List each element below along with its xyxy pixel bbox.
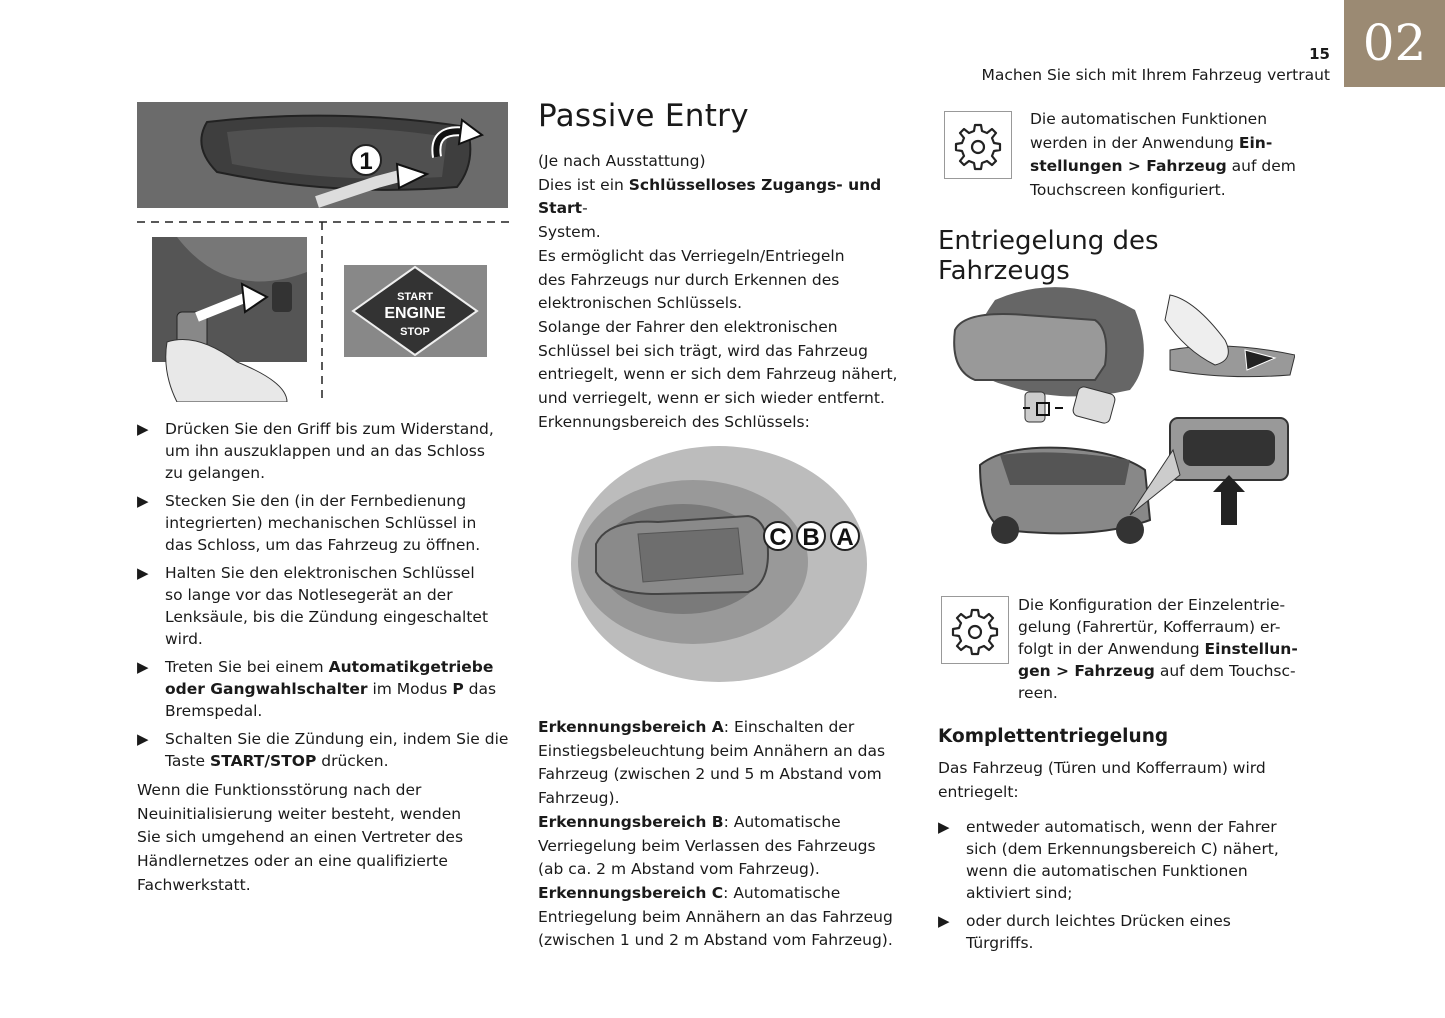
door-handle-illustration (137, 102, 509, 402)
engine-label: ENGINE (384, 305, 446, 322)
instruction-list (137, 418, 512, 778)
zone-descriptions: Erkennungsbereich A: Einschalten der Einstiegsbeleuchtung beim Annähern an das Fahrzeug (zwischen 2 und 5 m Abstand vom Fahrzeug). Erkennungsbereich B: Automatische Verriegelung beim Verlassen des Fahrzeugs (ab ca. 2 m Abstand vom Fahrzeug). Erkennungsbereich C: Automatische Entriegelung beim Annähern an das Fahrzeug (zwischen 1 und 2 m Abstand vom Fahrzeug). (538, 718, 893, 950)
start-label: START (397, 291, 433, 303)
passive-entry-description: (Je nach Ausstattung) Dies ist ein Schlüsselloses Zugangs- und Start- System. Es ermöglicht das Verriegeln/Entriegeln des Fahrzeugs nur durch Erkennen des elektronischen Schlüssels. Solange der Fahrer den elektronischen Schlüssel bei sich trägt, wird das Fahrzeug entriegelt, wenn er sich dem Fahrzeug nähert, und verriegelt, wenn er sich wieder entfernt. Erkennungsbereich des Schlüssels: (538, 152, 898, 431)
bullet-arrow-icon: ▶ (137, 420, 149, 438)
single-unlock-note: Die Konfiguration der Einzelentrie- gelung (Fahrertür, Kofferraum) er- folgt in der Anwendung Einstellun- gen > Fahrzeug auf dem Touchsc- reen. (1018, 596, 1298, 702)
bullet-arrow-icon: ▶ (938, 912, 950, 930)
list-item: ▶ Halten Sie den elektronischen Schlüssel so lange vor das Notlesegerät an der Lenksäule, bis die Zündung eingeschaltet wird. (137, 564, 489, 648)
unlock-methods-list (938, 816, 1298, 960)
section-title-unlocking: Entriegelung des Fahrzeugs (938, 226, 1159, 286)
list-item: ▶ Stecken Sie den (in der Fernbedienung integrierten) mechanischen Schlüssel in das Schloss, um das Fahrzeug zu öffnen. (137, 492, 481, 554)
list-item: ▶ Treten Sie bei einem Automatikgetriebe oder Gangwahlschalter im Modus P das Bremspedal. (137, 658, 497, 720)
settings-gear-icon (941, 596, 1009, 664)
subtitle-complete-unlock: Komplettentriegelung (938, 726, 1169, 747)
section-title-passive-entry: Passive Entry (538, 98, 749, 134)
step-number: 1 (359, 148, 373, 175)
bullet-arrow-icon: ▶ (137, 730, 149, 748)
stop-label: STOP (400, 326, 430, 338)
complete-unlock-paragraph: Das Fahrzeug (Türen und Kofferraum) wird entriegelt: (938, 759, 1266, 801)
detection-zone-diagram (568, 444, 870, 684)
list-item: ▶ Drücken Sie den Griff bis zum Widerstand, um ihn auszuklappen und an das Schloss zu gelangen. (137, 420, 494, 482)
list-item: ▶ Schalten Sie die Zündung ein, indem Sie die Taste START/STOP drücken. (137, 730, 509, 770)
page-header-title: Machen Sie sich mit Ihrem Fahrzeug vertraut (981, 66, 1330, 84)
unlocking-illustration (945, 280, 1295, 555)
list-item: ▶ entweder automatisch, wenn der Fahrer sich (dem Erkennungsbereich C) nähert, wenn die automatischen Funktionen aktiviert sind; (938, 818, 1279, 902)
bullet-arrow-icon: ▶ (938, 818, 950, 836)
settings-gear-icon (944, 111, 1012, 179)
bullet-arrow-icon: ▶ (137, 492, 149, 510)
list-item: ▶ oder durch leichtes Drücken eines Türgriffs. (938, 912, 1231, 952)
malfunction-paragraph: Wenn die Funktionsstörung nach der Neuinitialisierung weiter besteht, wenden Sie sich umgehend an einen Vertreter des Händlernetzes oder an eine qualifizierte Fachwerkstatt. (137, 781, 464, 894)
bullet-arrow-icon: ▶ (137, 658, 149, 676)
zone-b-label: B (802, 524, 820, 551)
auto-functions-note: Die automatischen Funktionen werden in der Anwendung Ein- stellungen > Fahrzeug auf dem Touchscreen konfiguriert. (1030, 110, 1296, 200)
zone-c-label: C (769, 524, 787, 551)
page-number: 15 (1309, 45, 1330, 63)
zone-a-label: A (836, 524, 854, 551)
bullet-arrow-icon: ▶ (137, 564, 149, 582)
chapter-number: 02 (1344, 0, 1445, 87)
